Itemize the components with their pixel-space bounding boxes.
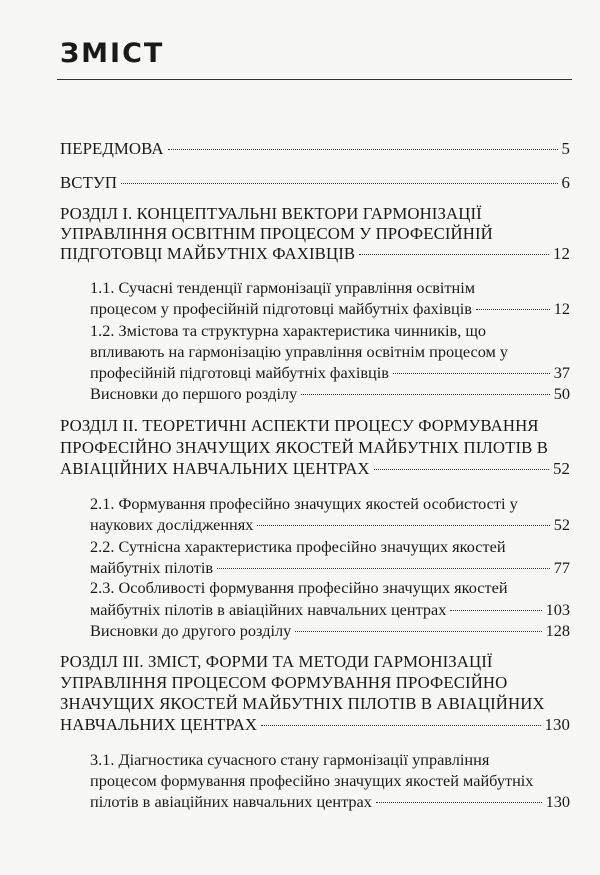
toc-leader-dots (450, 610, 541, 611)
toc-entry-line: впливають на гармонізацію управління освітнім процесом у (90, 342, 509, 361)
toc-entry-line: процесом формування професійно значущих якостей майбутніх (90, 771, 534, 790)
toc-entry-line: УПРАВЛІННЯ ОСВІТНІМ ПРОЦЕСОМ У ПРОФЕСІЙНІЙ (60, 224, 493, 243)
toc-entry-line: 1.1. Сучасні тенденції гармонізації управління освітнім (90, 278, 476, 297)
toc-entry-line: УПРАВЛІННЯ ПРОЦЕСОМ ФОРМУВАННЯ ПРОФЕСІЙНО (60, 673, 508, 692)
toc-page-number: 5 (561, 139, 570, 158)
toc-entry-line: ПРОФЕСІЙНО ЗНАЧУЩИХ ЯКОСТЕЙ МАЙБУТНІХ ПІЛОТІВ В (60, 438, 549, 457)
toc-entry-last-line (90, 362, 570, 383)
toc-page-number: 12 (553, 299, 570, 318)
toc-leader-dots (374, 469, 549, 470)
toc-entry-introduction[interactable] (60, 172, 570, 193)
toc-entry-title: пілотів в авіаційних навчальних центрах (90, 792, 372, 811)
toc-entry-title: Висновки до другого розділу (90, 621, 292, 640)
page-title: ЗМІСТ (60, 38, 165, 69)
toc-page-number: 103 (545, 600, 570, 619)
toc-leader-dots (295, 631, 541, 632)
toc-entry-title: ВСТУП (60, 173, 118, 192)
toc-entry-line: РОЗДІЛ ІІІ. ЗМІСТ, ФОРМИ ТА МЕТОДИ ГАРМОНІЗАЦІЇ (60, 652, 493, 671)
toc-entry-title: ПІДГОТОВЦІ МАЙБУТНІХ ФАХІВЦІВ (60, 244, 356, 263)
toc-entry-line: 1.2. Змістова та структурна характеристика чинників, що (90, 321, 487, 340)
toc-leader-dots (301, 394, 549, 395)
toc-leader-dots (217, 568, 550, 569)
toc-entry-title: майбутніх пілотів в авіаційних навчальних центрах (90, 600, 447, 619)
toc-leader-dots (476, 309, 550, 310)
toc-entry-title: процесом у професійній підготовці майбутніх фахівців (90, 299, 472, 318)
toc-page-number: 52 (553, 459, 570, 478)
toc-entry-line: РОЗДІЛ ІІ. ТЕОРЕТИЧНІ АСПЕКТИ ПРОЦЕСУ ФОРМУВАННЯ (60, 416, 539, 435)
toc-entry-last-line (60, 714, 570, 735)
toc-entry-line: ЗНАЧУЩИХ ЯКОСТЕЙ МАЙБУТНІХ ПІЛОТІВ В АВІАЦІЙНИХ (60, 694, 545, 713)
toc-page-number: 37 (553, 363, 570, 382)
toc-entry-title: майбутніх пілотів (90, 558, 214, 577)
toc-entry-last-line (60, 458, 570, 479)
toc-page-number: 128 (545, 621, 570, 640)
toc-page-number: 12 (553, 244, 570, 263)
toc-entry-line: 2.3. Особливості формування професійно значущих якостей (90, 578, 508, 597)
toc-page-number: 50 (553, 384, 570, 403)
toc-entry-title: НАВЧАЛЬНИХ ЦЕНТРАХ (60, 715, 258, 734)
toc-entry-last-line (90, 791, 570, 812)
toc-leader-dots (121, 183, 557, 184)
toc-entry-line: РОЗДІЛ І. КОНЦЕПТУАЛЬНІ ВЕКТОРИ ГАРМОНІЗАЦІЇ (60, 204, 482, 223)
toc-page-number: 52 (553, 515, 570, 534)
toc-leader-dots (168, 149, 558, 150)
title-divider (57, 79, 572, 80)
toc-page-number: 130 (545, 792, 570, 811)
toc-entry-line: 2.2. Сутнісна характеристика професійно значущих якостей (90, 537, 506, 556)
toc-entry-title: Висновки до першого розділу (90, 384, 298, 403)
toc-leader-dots (257, 525, 549, 526)
toc-page-number: 77 (553, 558, 570, 577)
toc-leader-dots (261, 725, 540, 726)
toc-entry-title: професійній підготовці майбутніх фахівців (90, 363, 389, 382)
toc-entry-conclusions-2[interactable] (90, 620, 570, 641)
toc-entry-title: ПЕРЕДМОВА (60, 139, 164, 158)
toc-entry-last-line (90, 557, 570, 578)
toc-entry-last-line (90, 599, 570, 620)
toc-entry-title: АВІАЦІЙНИХ НАВЧАЛЬНИХ ЦЕНТРАХ (60, 459, 370, 478)
toc-leader-dots (359, 254, 549, 255)
toc-leader-dots (393, 373, 550, 374)
toc-entry-last-line (90, 298, 570, 319)
toc-entry-line: 2.1. Формування професійно значущих якостей особистості у (90, 494, 518, 513)
toc-entry-last-line (60, 243, 570, 264)
toc-page-number: 6 (561, 173, 570, 192)
toc-entry-foreword[interactable] (60, 138, 570, 159)
toc-leader-dots (376, 802, 542, 803)
toc-page-number: 130 (544, 715, 570, 734)
toc-entry-last-line (90, 514, 570, 535)
toc-entry-conclusions-1[interactable] (90, 383, 570, 404)
toc-entry-line: 3.1. Діагностика сучасного стану гармонізації управління (90, 750, 490, 769)
toc-entry-title: наукових дослідженнях (90, 515, 254, 534)
